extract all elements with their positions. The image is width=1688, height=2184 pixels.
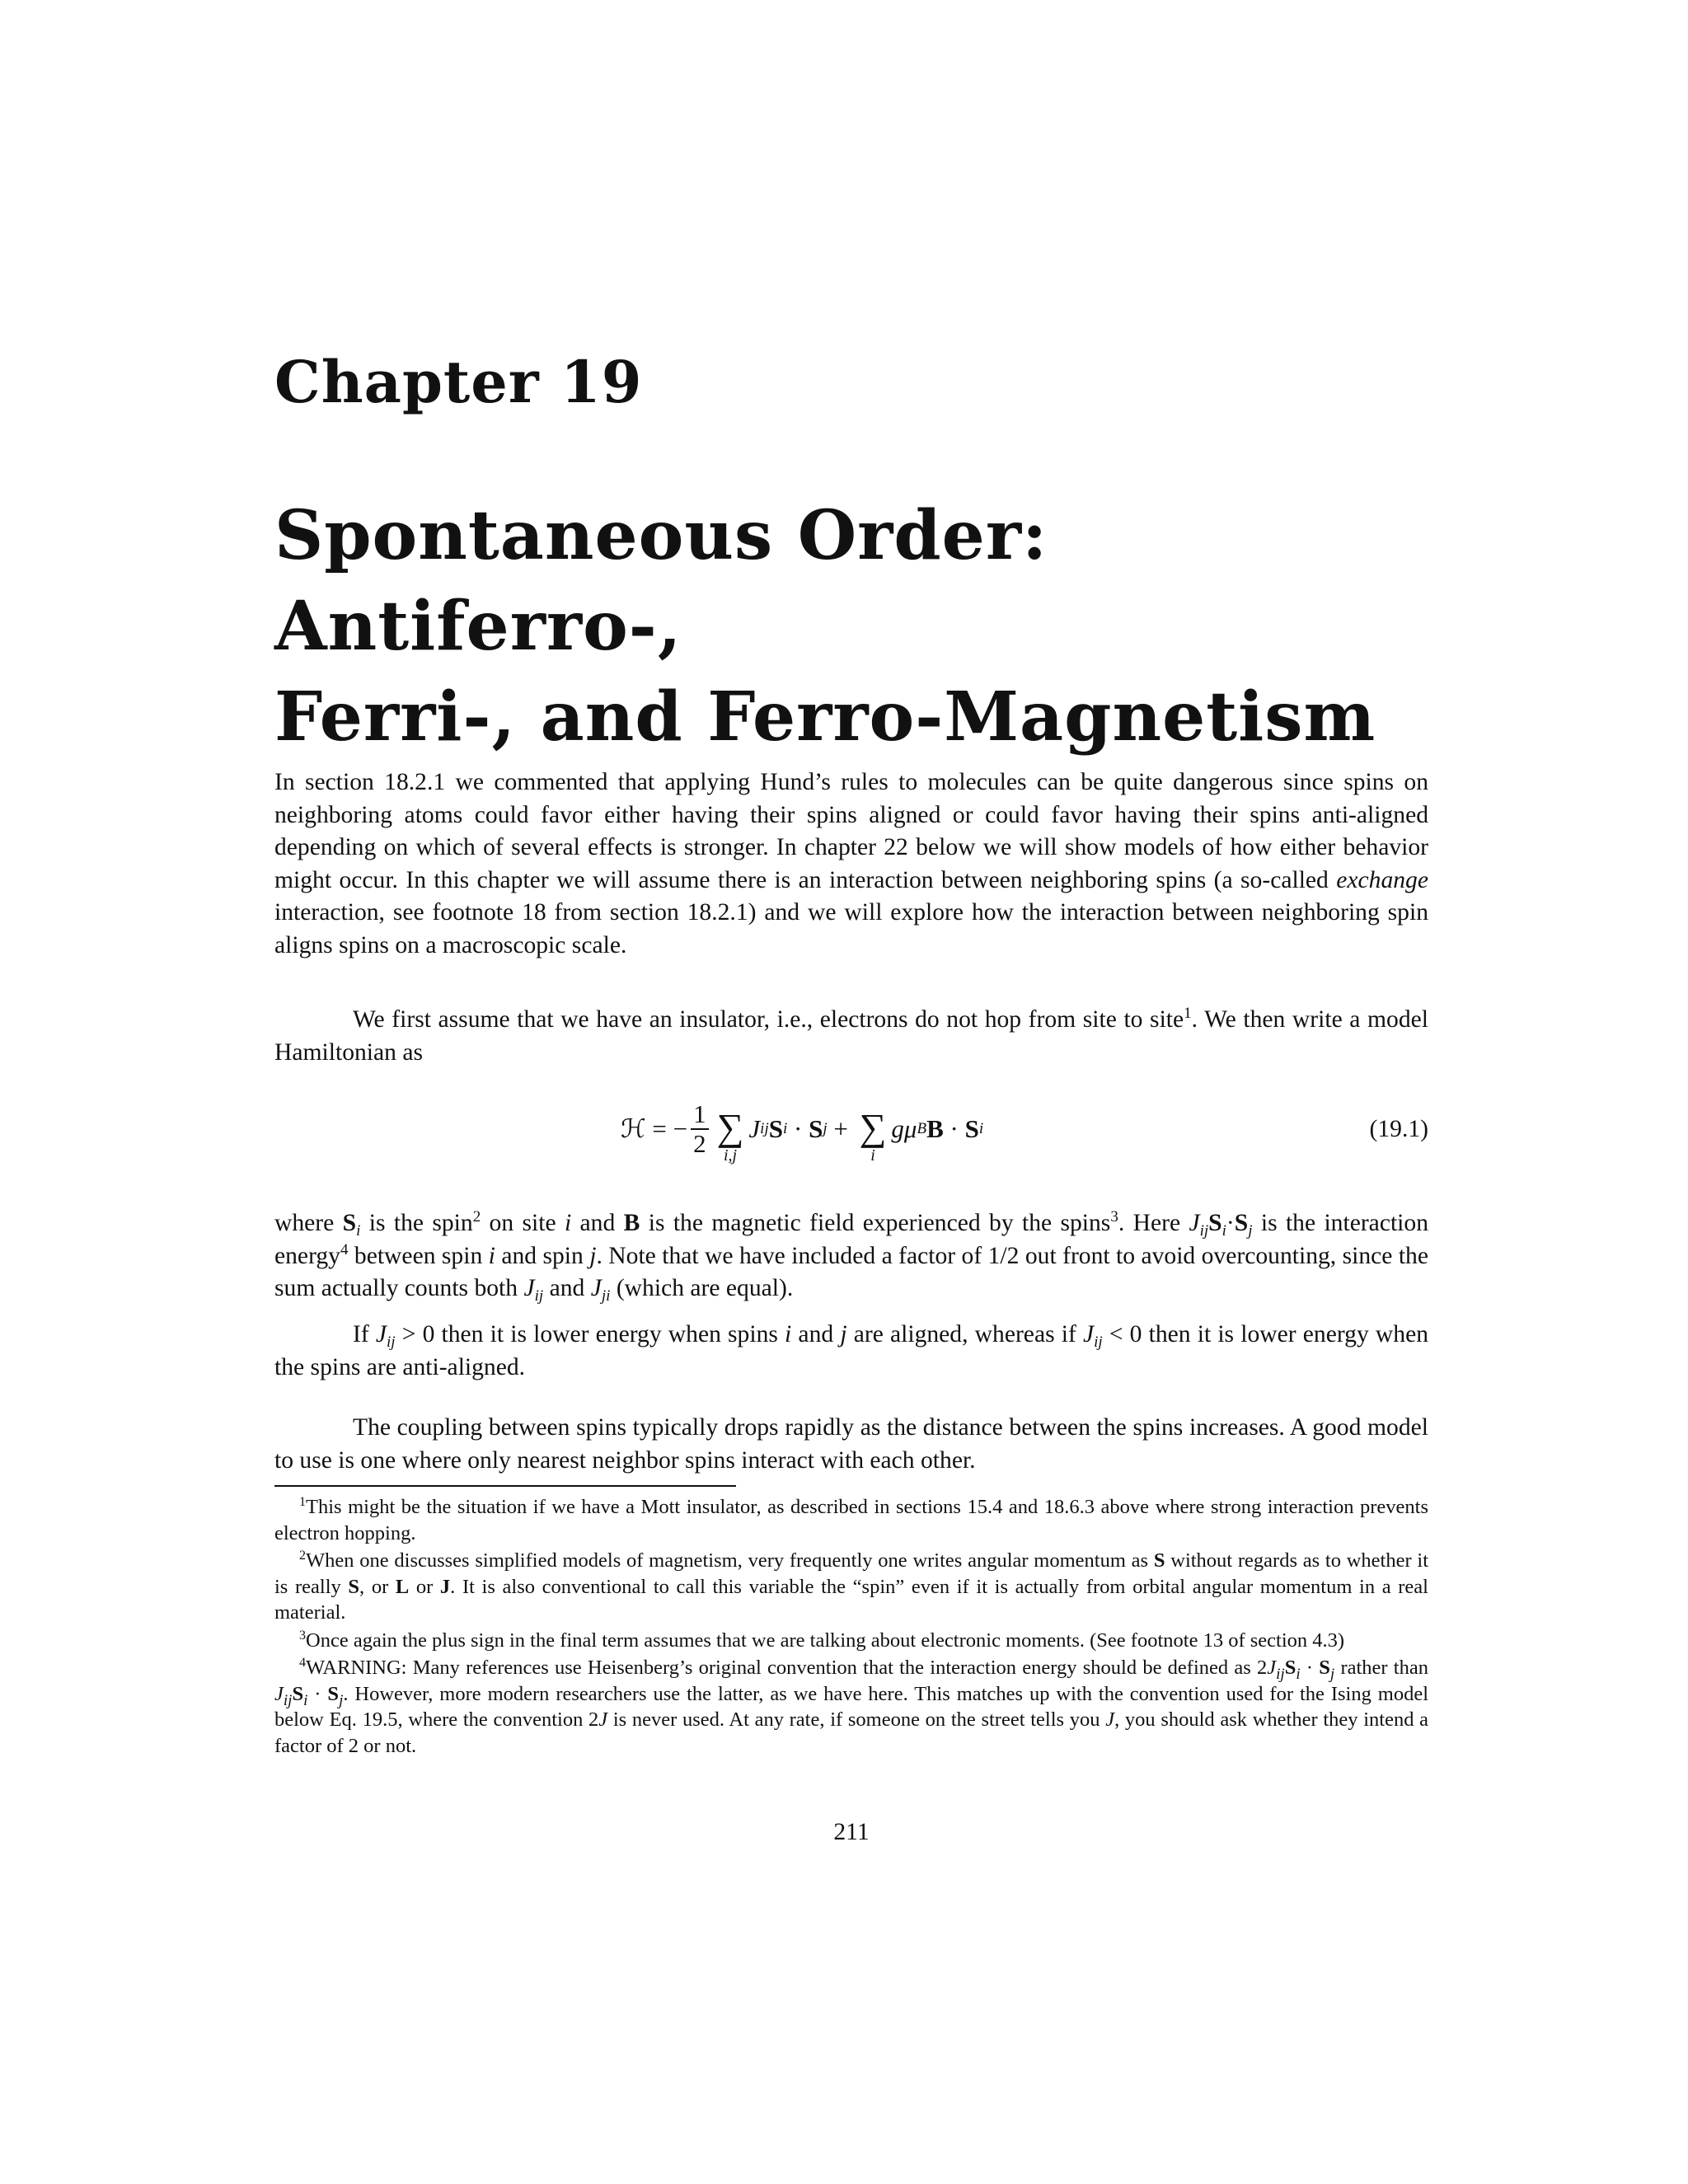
- math-B: B: [623, 1210, 640, 1236]
- text-run: are aligned, whereas if: [846, 1321, 1083, 1347]
- text-run: . We then write a model Hamiltonian as: [274, 1006, 1428, 1066]
- eq-dot: ·: [943, 1114, 965, 1143]
- eq-frac-numerator: 1: [691, 1100, 709, 1130]
- eq-frac-denominator: 2: [693, 1129, 706, 1158]
- math-i: i: [564, 1210, 572, 1236]
- footnote-text: . It is also conventional to call this variable the “spin” even if it is actually from orbital angular momentum in a real material.: [274, 1575, 1428, 1624]
- math-S: S: [327, 1682, 340, 1705]
- eq-S: S: [809, 1114, 823, 1143]
- footnote-mark: 3: [299, 1628, 306, 1643]
- math-S: S: [1284, 1657, 1296, 1679]
- text-run: where: [274, 1210, 343, 1236]
- eq-g-mu: gμ: [891, 1114, 917, 1143]
- text-run: is the spin: [360, 1210, 473, 1236]
- eq-sub: i: [782, 1120, 788, 1137]
- math-sub: i: [303, 1691, 308, 1709]
- math-J: J: [1105, 1708, 1115, 1731]
- math-J: J: [1189, 1210, 1200, 1236]
- footnote-ref-2[interactable]: 2: [472, 1208, 481, 1226]
- chapter-title-line-1: Spontaneous Order: Antiferro-,: [274, 496, 1048, 666]
- math-S: S: [1208, 1210, 1222, 1236]
- footnote-ref-4[interactable]: 4: [340, 1240, 349, 1258]
- text-run: In section 18.2.1 we commented that applying Hund’s rules to molecules can be quite dangerous since spins on neighboring atoms could favor either having their spins aligned or could favor having their spins anti-aligned depending on which of several effects is stronger. In chapter 22 below we will show models of how either behavior might occur. In this chapter we will assume there is an interaction between neighboring spins (a so-called: [274, 769, 1428, 893]
- footnote-text: . However, more modern researchers use the latter, as we have here. This matches up with the convention used for the Ising model below Eq. 19.5, where the convention 2: [274, 1682, 1428, 1731]
- math-L: L: [395, 1575, 410, 1598]
- math-sub: ij: [1276, 1666, 1285, 1683]
- math-sub: ij: [534, 1287, 544, 1305]
- eq-lhs: ℋ = −: [621, 1114, 688, 1143]
- math-J: J: [274, 1682, 284, 1705]
- footnote-text: rather than: [1334, 1657, 1428, 1679]
- math-sub: ji: [601, 1287, 611, 1305]
- text-run: and: [543, 1275, 591, 1301]
- footnote-ref-1[interactable]: 1: [1184, 1005, 1192, 1022]
- footnote-mark: 2: [299, 1549, 306, 1563]
- math-S: S: [1319, 1657, 1330, 1679]
- text-run: (which are equal).: [610, 1275, 794, 1301]
- math-sub: j: [1329, 1666, 1335, 1683]
- text-run: . Note that we have included a factor of 1/2 out front to avoid overcounting, since the sum actually counts both: [274, 1242, 1428, 1301]
- footnote-text: , or: [359, 1575, 396, 1598]
- footnote-3: [274, 1628, 1428, 1654]
- footnote-2: [274, 1548, 1428, 1626]
- eq-J: J: [748, 1114, 761, 1143]
- hamiltonian-intro-paragraph: [274, 1004, 1428, 1069]
- math-J: J: [598, 1708, 608, 1731]
- eq-sum-2: [860, 1108, 887, 1164]
- math-sub: ij: [1094, 1333, 1103, 1351]
- sum-symbol: ∑: [716, 1106, 744, 1148]
- math-J: J: [1082, 1321, 1095, 1347]
- equation-number: (19.1): [1369, 1115, 1428, 1142]
- math-dot: ·: [1226, 1210, 1235, 1236]
- footnote-rule: [274, 1485, 736, 1487]
- intro-paragraph: [274, 766, 1428, 962]
- footnote-text: without regards as to whether it is really: [274, 1549, 1429, 1598]
- text-run: interaction, see footnote 18 from section 18.2.1) and we will explore how the interaction between neighboring spin aligns spins on a macroscopic scale.: [274, 899, 1428, 958]
- eq-S: S: [768, 1114, 783, 1143]
- math-J: J: [375, 1321, 387, 1347]
- eq-sub: B: [917, 1120, 927, 1137]
- math-sub: i: [1296, 1666, 1301, 1683]
- footnote-1: [274, 1494, 1428, 1546]
- text-run: between spin: [348, 1242, 489, 1269]
- eq-sub: j: [823, 1120, 828, 1137]
- text-run: We first assume that we have an insulator, i.e., electrons do not hop from site to site: [353, 1006, 1184, 1033]
- eq-B: B: [926, 1114, 944, 1143]
- footnote-mark: 4: [299, 1656, 306, 1670]
- footnote-text: This might be the situation if we have a Mott insulator, as described in sections 15.4 and 18.6.3 above where strong interaction prevents electron hopping.: [274, 1496, 1428, 1544]
- math-J: J: [439, 1575, 451, 1598]
- text-run: . Here: [1118, 1210, 1189, 1236]
- footnotes: [274, 1494, 1428, 1760]
- math-J: J: [590, 1275, 602, 1301]
- eq-S: S: [964, 1114, 979, 1143]
- footnote-ref-3[interactable]: 3: [1110, 1208, 1118, 1226]
- math-j: j: [840, 1321, 847, 1347]
- math-J: J: [1267, 1657, 1277, 1679]
- math-S: S: [1153, 1549, 1165, 1572]
- math-S: S: [1234, 1210, 1249, 1236]
- math-dot: ·: [307, 1682, 328, 1705]
- text-run: and: [791, 1321, 841, 1347]
- math-sub: j: [339, 1691, 344, 1709]
- emphasis-exchange: exchange: [1336, 866, 1428, 893]
- math-sub: ij: [387, 1333, 396, 1351]
- math-j: j: [589, 1242, 597, 1269]
- eq-sub: ij: [760, 1120, 769, 1137]
- math-sub: i: [356, 1222, 361, 1240]
- footnote-4: [274, 1655, 1428, 1759]
- sum-symbol: ∑: [859, 1106, 887, 1148]
- text-run: and: [571, 1210, 624, 1236]
- chapter-label: Chapter 19: [274, 348, 643, 416]
- spin-definition-paragraph: [274, 1207, 1428, 1305]
- equation-body: [621, 1084, 983, 1174]
- footnote-text: is never used. At any rate, if someone on the street tells you: [607, 1708, 1106, 1731]
- math-sub: ij: [1199, 1222, 1209, 1240]
- math-sub: ij: [283, 1691, 293, 1709]
- chapter-title: [274, 490, 1428, 762]
- sign-paragraph: [274, 1319, 1428, 1384]
- equation-19-1: [274, 1084, 1428, 1174]
- text-run: on site: [481, 1210, 565, 1236]
- chapter-title-line-2: Ferri-, and Ferro-Magnetism: [274, 677, 1376, 757]
- text-run: is the interaction energy: [274, 1210, 1428, 1269]
- text-run: > 0 then it is lower energy when spins: [395, 1321, 785, 1347]
- footnote-text: or: [409, 1575, 440, 1598]
- text-run: If: [353, 1321, 376, 1347]
- eq-fraction-half: [691, 1100, 709, 1158]
- footnote-text: Once again the plus sign in the final term assumes that we are talking about electronic moments. (See footnote 13 of section 4.3): [306, 1629, 1345, 1652]
- math-S: S: [292, 1682, 304, 1705]
- math-dot: ·: [1300, 1657, 1320, 1679]
- coupling-paragraph: The coupling between spins typically drops rapidly as the distance between the spins increases. A good model to use is one where only nearest neighbor spins interact with each other.: [274, 1414, 1428, 1474]
- eq-sum-1: [717, 1108, 744, 1164]
- text-run: and spin: [495, 1242, 590, 1269]
- math-i: i: [488, 1242, 495, 1269]
- eq-sub: i: [978, 1120, 984, 1137]
- page-number: 211: [833, 1819, 870, 1845]
- math-S: S: [342, 1210, 357, 1236]
- math-J: J: [523, 1275, 535, 1301]
- sum-index: i: [870, 1146, 875, 1165]
- footnote-mark: 1: [299, 1495, 306, 1509]
- eq-plus: +: [827, 1114, 855, 1143]
- eq-dot: ·: [787, 1114, 809, 1143]
- footnote-text: , you should ask whether they intend a factor of 2 or not.: [274, 1708, 1429, 1757]
- sum-index: i,j: [723, 1146, 738, 1165]
- footnote-text: When one discusses simplified models of magnetism, very frequently one writes angular momentum as: [306, 1549, 1154, 1572]
- math-sub: j: [1248, 1222, 1253, 1240]
- math-sub: i: [1221, 1222, 1226, 1240]
- text-run: < 0 then it is lower energy when the spins are anti-aligned.: [274, 1321, 1428, 1380]
- footnote-text: WARNING: Many references use Heisenberg’s original convention that the interaction energy should be defined as 2: [306, 1657, 1268, 1679]
- text-run: is the magnetic field experienced by the spins: [640, 1210, 1111, 1236]
- math-i: i: [785, 1321, 792, 1347]
- math-S: S: [348, 1575, 360, 1598]
